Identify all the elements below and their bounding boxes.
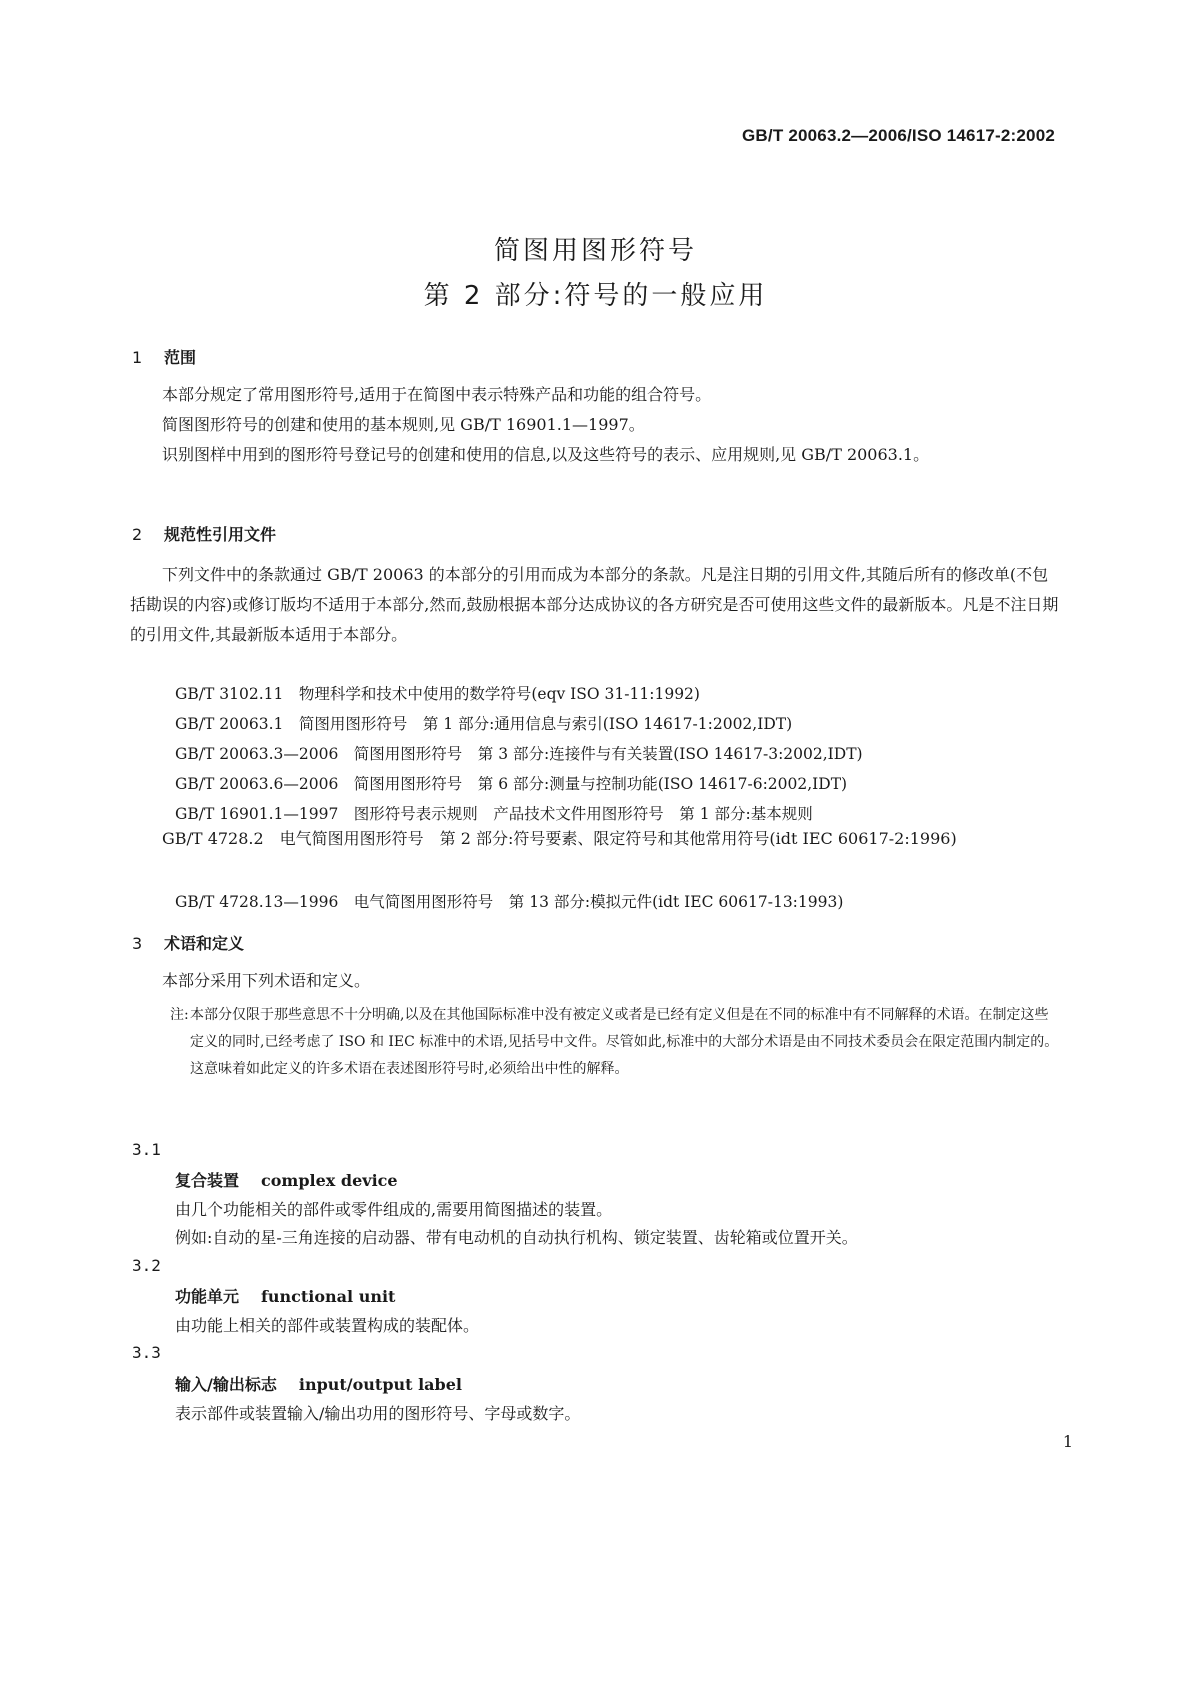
term-zh: 复合装置 xyxy=(175,1171,240,1190)
term-en: input/output label xyxy=(298,1375,462,1394)
document-title-line1: 简图用图形符号 xyxy=(493,236,697,266)
note-text: 本部分仅限于那些意思不十分明确,以及在其他国际标准中没有被定义或者是已经有定义但是在不同的标准中有不同解释的术语。在制定这些定义的同时,已经考虑了 ISO 和 IEC 标准中的术语,见括号中文件。尽管如此,标准中的大部分术语是由不同技术委员会在限定范围内制定的。这意味着如此定义的许多术语在表述图形符号时,必须给出中性的解释。 xyxy=(190,1007,1059,1077)
section-3-intro: 本部分采用下列术语和定义。 xyxy=(162,971,371,990)
section-number: 1 xyxy=(132,348,143,367)
section-1-heading xyxy=(132,345,196,368)
page-number: 1 xyxy=(1062,1432,1073,1451)
term-heading xyxy=(175,1168,398,1191)
section-number: 2 xyxy=(132,525,143,544)
reference-item: GB/T 20063.3—2006 简图用图形符号 第 3 部分:连接件与有关装置(ISO 14617-3:2002,IDT) xyxy=(175,745,863,763)
section-1-paragraph: 识别图样中用到的图形符号登记号的创建和使用的信息,以及这些符号的表示、应用规则,见 GB/T 20063.1。 xyxy=(162,445,930,464)
term-zh: 功能单元 xyxy=(175,1287,240,1306)
term-number: 3.2 xyxy=(132,1256,161,1275)
section-title: 术语和定义 xyxy=(164,934,245,953)
section-3-heading xyxy=(132,931,244,954)
term-heading xyxy=(175,1284,395,1307)
term-number: 3.1 xyxy=(132,1140,161,1159)
term-definition: 由功能上相关的部件或装置构成的装配体。 xyxy=(175,1316,480,1335)
term-heading xyxy=(175,1372,462,1395)
section-2-intro: 下列文件中的条款通过 GB/T 20063 的本部分的引用而成为本部分的条款。凡是注日期的引用文件,其随后所有的修改单(不包括勘误的内容)或修订版均不适用于本部分,然而,鼓励根据本部分达成协议的各方研究是否可使用这些文件的最新版本。凡是不注日期的引用文件,其最新版本适用于本部分。 xyxy=(130,565,1059,644)
reference-item: GB/T 20063.6—2006 简图用图形符号 第 6 部分:测量与控制功能(ISO 14617-6:2002,IDT) xyxy=(175,775,848,793)
section-title: 规范性引用文件 xyxy=(164,525,277,544)
section-1-paragraph: 本部分规定了常用图形符号,适用于在简图中表示特殊产品和功能的组合符号。 xyxy=(162,385,712,404)
note-label: 注: xyxy=(170,1007,189,1023)
standard-code: GB/T 20063.2—2006/ISO 14617-2:2002 xyxy=(742,126,1055,145)
reference-item: GB/T 4728.13—1996 电气简图用图形符号 第 13 部分:模拟元件(idt IEC 60617-13:1993) xyxy=(175,893,844,911)
term-en: functional unit xyxy=(261,1287,396,1306)
term-example: 例如:自动的星-三角连接的启动器、带有电动机的自动执行机构、锁定装置、齿轮箱或位置开关。 xyxy=(175,1228,858,1247)
note-block xyxy=(170,1002,1062,1083)
term-number: 3.3 xyxy=(132,1343,161,1362)
reference-item: GB/T 20063.1 简图用图形符号 第 1 部分:通用信息与索引(ISO 14617-1:2002,IDT) xyxy=(175,715,793,733)
reference-item: GB/T 3102.11 物理科学和技术中使用的数学符号(eqv ISO 31-11:1992) xyxy=(175,685,700,703)
term-zh: 输入/输出标志 xyxy=(175,1375,277,1394)
reference-item: GB/T 16901.1—1997 图形符号表示规则 产品技术文件用图形符号 第 1 部分:基本规则 xyxy=(175,805,813,823)
term-en: complex device xyxy=(261,1171,398,1190)
term-definition: 表示部件或装置输入/输出功用的图形符号、字母或数字。 xyxy=(175,1404,581,1423)
section-number: 3 xyxy=(132,934,143,953)
reference-item: GB/T 4728.2 电气简图用图形符号 第 2 部分:符号要素、限定符号和其他常用符号(idt IEC 60617-2:1996) xyxy=(162,829,957,848)
term-definition: 由几个功能相关的部件或零件组成的,需要用简图描述的装置。 xyxy=(175,1200,613,1219)
section-title: 范围 xyxy=(164,348,197,367)
document-title-line2: 第 2 部分:符号的一般应用 xyxy=(423,281,768,311)
section-1-paragraph: 简图图形符号的创建和使用的基本规则,见 GB/T 16901.1—1997。 xyxy=(162,415,645,434)
section-2-heading xyxy=(132,522,276,545)
